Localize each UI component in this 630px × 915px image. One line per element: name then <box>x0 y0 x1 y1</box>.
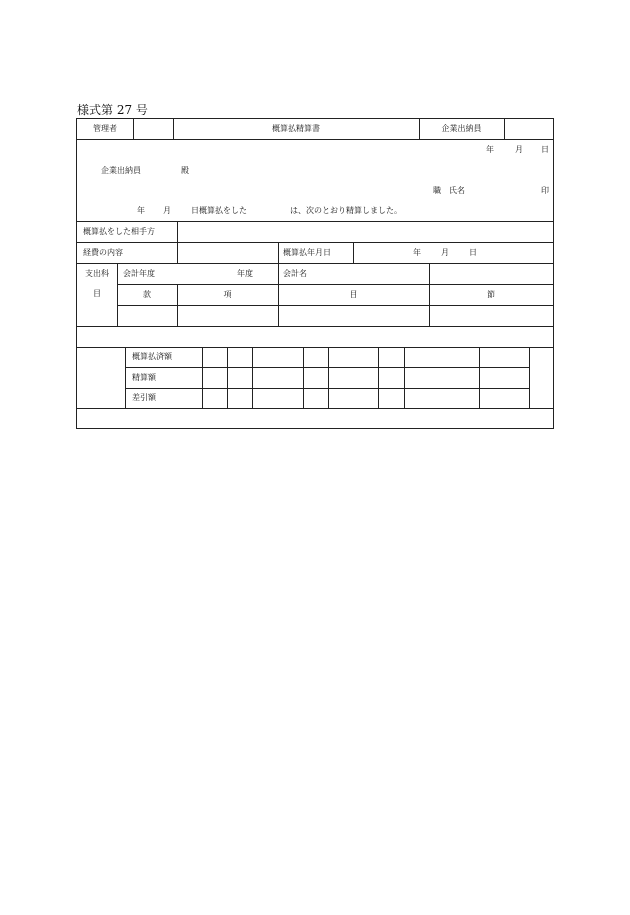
vline <box>303 347 304 408</box>
date-day: 日 <box>541 145 549 154</box>
rule-expenditure-end <box>77 326 553 327</box>
vline <box>479 347 480 408</box>
vline <box>529 347 530 408</box>
column-moku: 目 <box>349 290 358 299</box>
expense-content-label: 経費の内容 <box>83 248 123 257</box>
treasurer-label: 企業出納員 <box>441 124 482 133</box>
amount-row-settled: 精算額 <box>132 373 156 382</box>
payee-label: 概算払をした相手方 <box>83 227 155 236</box>
rule-columns <box>117 305 553 306</box>
expenditure-section-label: 支出科 <box>85 269 109 278</box>
signature-position-name: 職 氏名 <box>433 186 465 195</box>
vline <box>202 347 203 408</box>
statement-year: 年 <box>137 206 145 215</box>
vline <box>504 119 505 139</box>
vline <box>227 347 228 408</box>
vline <box>252 347 253 408</box>
addressee-honorific: 殿 <box>181 166 189 175</box>
rule-payee <box>77 242 553 243</box>
form-number: 様式第 27 号 <box>77 103 148 117</box>
form-title: 概算払精算書 <box>272 124 320 133</box>
amount-row-difference: 差引額 <box>132 393 156 402</box>
vline <box>353 242 354 263</box>
rule-blank-end <box>77 347 553 348</box>
vline <box>278 242 279 263</box>
vline <box>133 119 134 139</box>
addressee-name: 企業出納員 <box>101 166 141 175</box>
date-month: 月 <box>515 145 523 154</box>
column-setsu: 節 <box>487 290 495 299</box>
expense-content-field[interactable] <box>178 243 278 263</box>
fiscal-year-label: 会計年度 <box>123 269 155 278</box>
payment-date-year: 年 <box>413 248 421 257</box>
payee-field[interactable] <box>178 222 553 242</box>
vline <box>378 347 379 408</box>
manager-label: 管理者 <box>93 124 117 133</box>
vline <box>404 347 405 408</box>
rule-amount-2 <box>125 388 529 389</box>
column-kan: 款 <box>143 290 151 299</box>
account-name-label: 会計名 <box>283 269 307 278</box>
settlement-form <box>76 118 554 429</box>
statement-month: 月 <box>163 206 171 215</box>
rule-header <box>77 139 553 140</box>
statement-remainder: は、次のとおり精算しました。 <box>290 206 402 215</box>
payment-date-label: 概算払年月日 <box>283 248 331 257</box>
column-kou: 項 <box>223 290 232 299</box>
rule-amount-end <box>77 408 553 409</box>
statement-day-paid: 日概算払をした <box>191 206 247 215</box>
payment-date-day: 日 <box>469 248 477 257</box>
rule-fiscal <box>117 284 553 285</box>
amount-row-paid: 概算払済額 <box>132 352 172 361</box>
fiscal-year-suffix: 年度 <box>237 269 253 278</box>
seal-mark: 印 <box>541 186 549 195</box>
vline <box>125 347 126 408</box>
vline <box>328 347 329 408</box>
rule-amount-1 <box>125 367 529 368</box>
expenditure-section-label-2: 目 <box>93 289 101 298</box>
payment-date-month: 月 <box>441 248 449 257</box>
rule-expense <box>77 263 553 264</box>
date-year: 年 <box>486 145 494 154</box>
